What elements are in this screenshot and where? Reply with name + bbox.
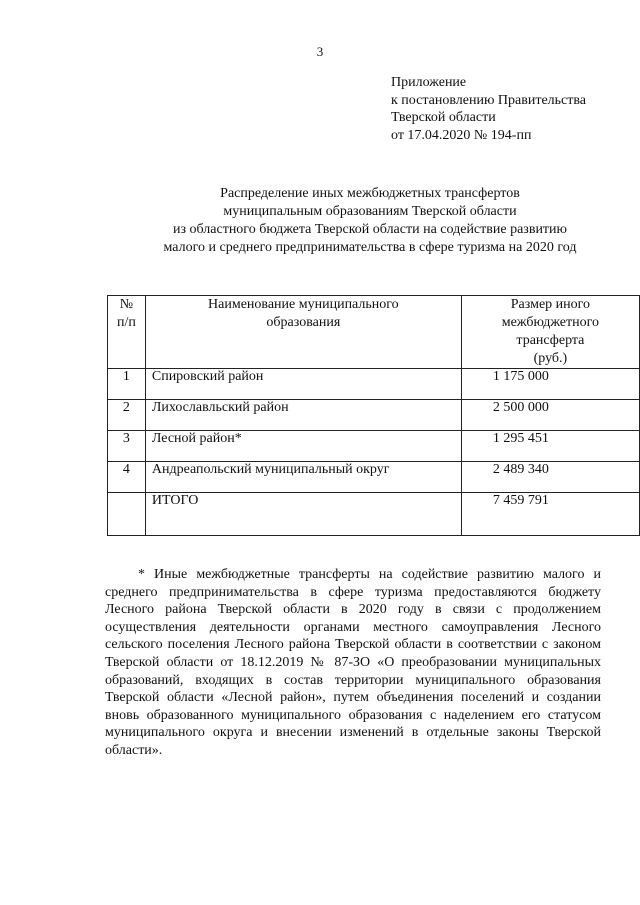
title-line: муниципальным образованиям Тверской области [223, 204, 517, 219]
appendix-line: Тверской области [391, 110, 496, 125]
appendix-block [391, 74, 586, 144]
document-title [40, 185, 640, 257]
appendix-line: к постановлению Правительства [391, 92, 587, 108]
row-name: Лесной район* [145, 431, 461, 462]
header-number [108, 296, 146, 369]
table-row [108, 400, 640, 431]
row-amount: 2 489 340 [461, 462, 639, 493]
transfers-table [107, 295, 640, 536]
row-name: Спировский район [145, 369, 461, 400]
header-amount-line: межбюджетного [501, 315, 600, 330]
header-amount-line: (руб.) [533, 351, 568, 366]
footnote: * Иные межбюджетные трансферты на содействие развитию малого и среднего предпринимательства в сфере туризма предоставляются бюджету Лесного района Тверской области в 2020 году в связи с продолжением осуществления деятельности органами местного самоуправления Лесного сельского поселения Лесного района Тверской области в соответствии с законом Тверской области от 18.12.2019 № 87-ЗО «О преобразовании муниципальных образований, входящих в состав территории муниципального образования Тверской области «Лесной район», путем объединения поселений и создании вновь образованного муниципального образования с наделением его статусом муниципального округа и внесении изменений в отдельные законы Тверской области». [105, 567, 601, 758]
row-name: Лихославльский район [145, 400, 461, 431]
header-number-line: № [119, 297, 134, 312]
total-number-cell [108, 493, 146, 536]
header-name-line: образования [266, 315, 341, 330]
appendix-line: от 17.04.2020 № 194-пп [391, 127, 532, 143]
table-row [108, 369, 640, 400]
row-number: 3 [108, 431, 146, 462]
table-row [108, 462, 640, 493]
total-amount: 7 459 791 [461, 493, 639, 536]
header-amount [461, 296, 639, 369]
page-number: 3 [316, 44, 324, 59]
header-number-line: п/п [116, 315, 136, 330]
appendix-line: Приложение [391, 75, 467, 90]
row-amount: 1 295 451 [461, 431, 639, 462]
row-number: 4 [108, 462, 146, 493]
row-number: 2 [108, 400, 146, 431]
row-number: 1 [108, 369, 146, 400]
total-label: ИТОГО [145, 493, 461, 536]
row-name: Андреапольский муниципальный округ [145, 462, 461, 493]
row-amount: 2 500 000 [461, 400, 639, 431]
title-line: Распределение иных межбюджетных трансфертов [220, 186, 520, 201]
table-row [108, 431, 640, 462]
title-line: из областного бюджета Тверской области на содействие развитию [172, 222, 568, 237]
header-amount-line: трансферта [516, 333, 585, 348]
row-amount: 1 175 000 [461, 369, 639, 400]
table-header-row [108, 296, 640, 369]
title-line: малого и среднего предпринимательства в сфере туризма на 2020 год [163, 240, 577, 255]
header-name-line: Наименование муниципального [208, 297, 399, 312]
total-row [108, 493, 640, 536]
header-name [145, 296, 461, 369]
header-amount-line: Размер иного [510, 297, 591, 312]
